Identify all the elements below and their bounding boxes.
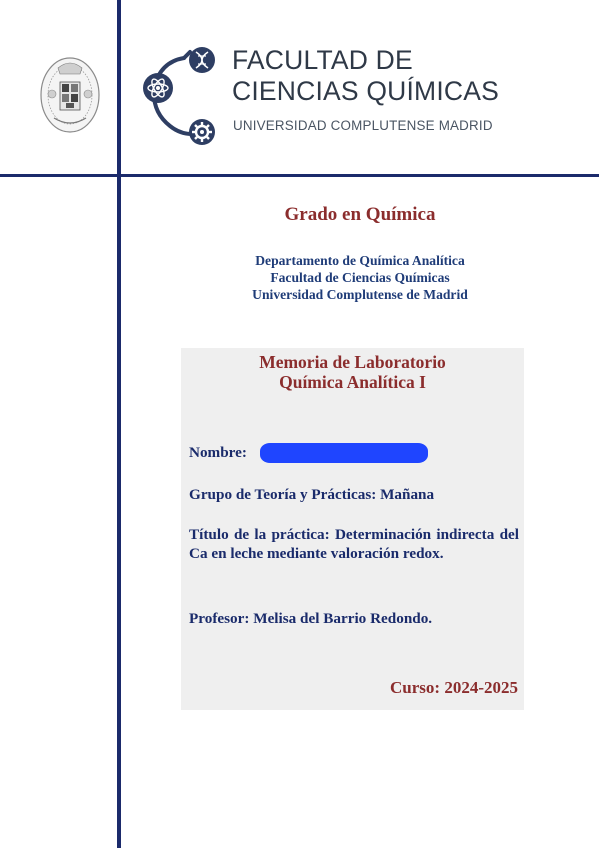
department-line2: Facultad de Ciencias Químicas xyxy=(270,270,450,285)
name-redaction-mark xyxy=(260,443,428,463)
group-field: Grupo de Teoría y Prácticas: Mañana xyxy=(189,486,435,503)
department-line1: Departamento de Química Analítica xyxy=(255,253,465,268)
report-title-line1: Memoria de Laboratorio xyxy=(259,352,446,372)
professor-field: Profesor: Melisa del Barrio Redondo. xyxy=(189,610,433,627)
department-line3: Universidad Complutense de Madrid xyxy=(252,287,468,302)
dna-icon xyxy=(189,47,215,73)
atom-icon xyxy=(143,73,173,103)
student-name-label: Nombre: xyxy=(189,444,247,461)
faculty-name xyxy=(232,45,499,107)
faculty-name-line1: FACULTAD DE xyxy=(232,45,413,75)
report-cover-box xyxy=(181,348,524,710)
gear-icon xyxy=(189,119,215,145)
horizontal-rule xyxy=(0,174,599,177)
vertical-rule xyxy=(117,0,121,848)
faculty-logo-icon xyxy=(140,44,216,148)
ucm-seal-icon xyxy=(38,48,102,138)
course-year: Curso: 2024-2025 xyxy=(390,678,518,697)
report-title xyxy=(181,352,524,392)
department-block xyxy=(121,252,599,303)
report-title-line2: Química Analítica I xyxy=(279,372,426,392)
degree-title: Grado en Química xyxy=(284,204,436,225)
faculty-name-line2: CIENCIAS QUÍMICAS xyxy=(232,76,499,106)
practice-title-field: Título de la práctica: Determinación indirecta del Ca en leche mediante valoración redox. xyxy=(189,526,519,562)
university-name: UNIVERSIDAD COMPLUTENSE MADRID xyxy=(233,118,493,133)
